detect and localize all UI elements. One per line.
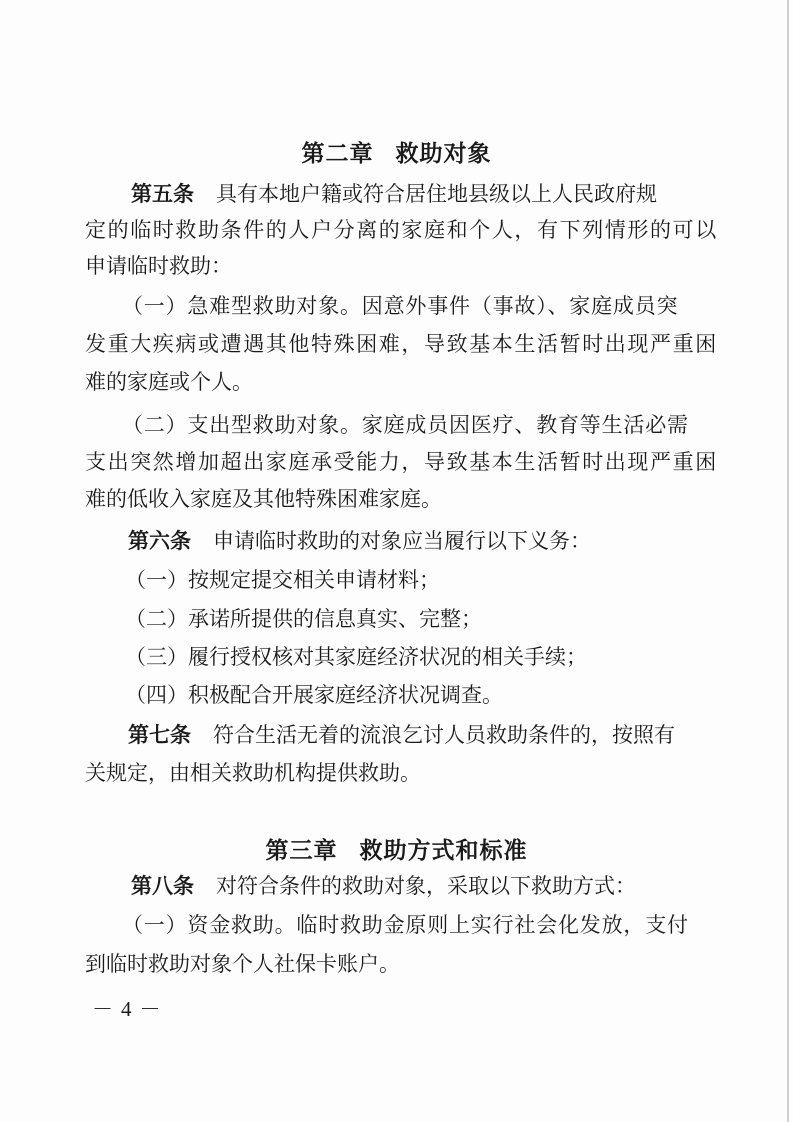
article-6-label: 第六条 [128, 529, 191, 553]
item-5-2-text-2: 支出突然增加超出家庭承受能力，导致基本生活暂时出现严重困 [85, 450, 718, 474]
article-6-item-2: （二）承诺所提供的信息真实、完整； [125, 607, 482, 631]
article-6-first-line [128, 531, 591, 552]
scan-edge-shadow [787, 0, 789, 1122]
article-7-label: 第七条 [128, 723, 191, 747]
article-8-item-1-text-1: （一）资金救助。临时救助金原则上实行社会化发放，支付 [122, 913, 689, 937]
chapter-3-title: 救助方式和标准 [359, 838, 528, 864]
article-5-text-3: 申请临时救助： [85, 254, 232, 278]
item-5-1-text-2: 发重大疾病或遭遇其他特殊困难，导致基本生活暂时出现严重困 [85, 332, 718, 356]
article-8-text-1: 对符合条件的救助对象，采取以下救助方式： [216, 874, 636, 898]
article-5-first-line [131, 184, 657, 205]
article-5-label: 第五条 [131, 182, 194, 206]
article-7-first-line [128, 725, 675, 746]
article-6-text-1: 申请临时救助的对象应当履行以下义务： [213, 529, 591, 553]
chapter-2-heading [0, 135, 793, 168]
chapter-2-number: 第二章 [301, 141, 374, 167]
article-6-item-1: （一）按规定提交相关申请材料； [125, 568, 440, 592]
page-number: －4－ [92, 997, 169, 1021]
article-8-first-line [131, 876, 636, 897]
article-5-text-1: 具有本地户籍或符合居住地县级以上人民政府规 [216, 182, 657, 206]
chapter-2-title: 救助对象 [395, 141, 492, 167]
article-8-item-1-text-2: 到临时救助对象个人社保卡账户。 [85, 952, 400, 976]
chapter-3-number: 第三章 [265, 838, 338, 864]
article-5-text-2: 定的临时救助条件的人户分离的家庭和个人，有下列情形的可以 [85, 218, 718, 242]
item-5-2-text-3: 难的低收入家庭及其他特殊困难家庭。 [85, 487, 442, 511]
item-5-1-text-1: （一）急难型救助对象。因意外事件（事故）、家庭成员突 [122, 294, 679, 318]
chapter-3-heading [0, 832, 793, 865]
article-6-item-3: （三）履行授权核对其家庭经济状况的相关手续； [125, 645, 587, 669]
item-5-2-text-1: （二）支出型救助对象。家庭成员因医疗、教育等生活必需 [122, 413, 689, 437]
item-5-1-text-3: 难的家庭或个人。 [85, 370, 253, 394]
article-7-text-2: 关规定，由相关救助机构提供救助。 [85, 761, 421, 785]
article-6-item-4: （四）积极配合开展家庭经济状况调查。 [125, 683, 503, 707]
article-7-text-1: 符合生活无着的流浪乞讨人员救助条件的，按照有 [213, 723, 675, 747]
article-8-label: 第八条 [131, 874, 194, 898]
